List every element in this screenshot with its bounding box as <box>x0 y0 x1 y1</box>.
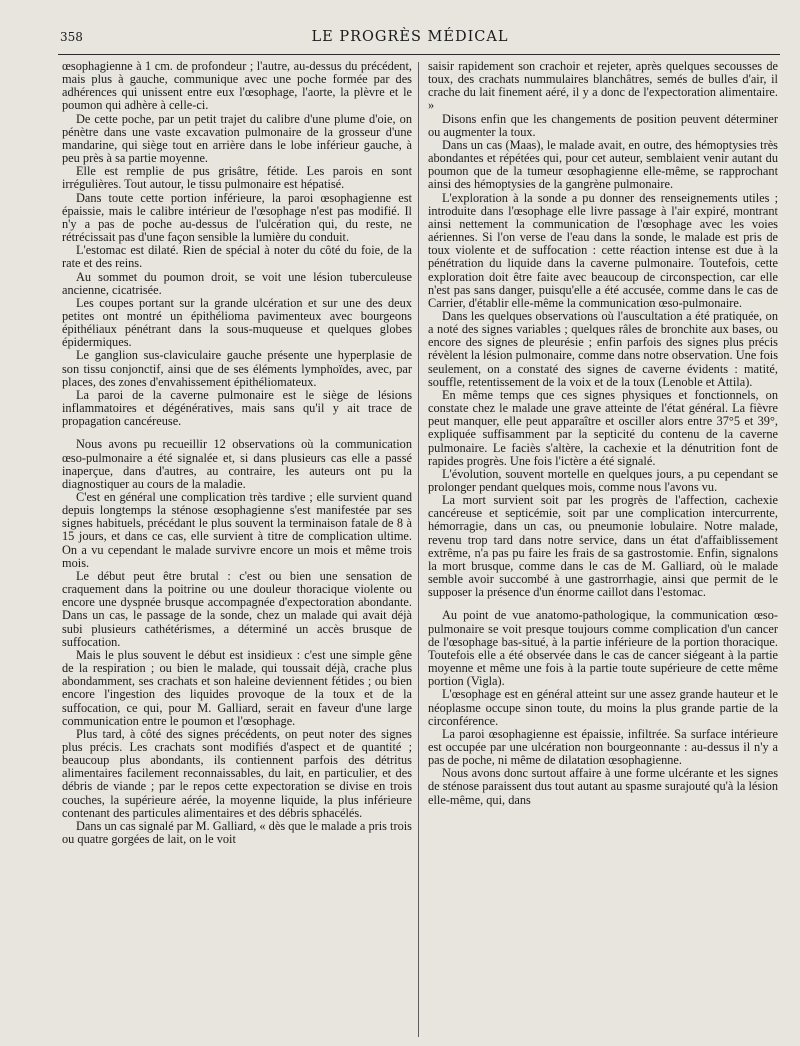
paragraph: Plus tard, à côté des signes précédents, on peut noter des signes plus précis. Les crachats sont modifiés d'aspect et de quantité ; beaucoup plus abondants, ils contiennent parfois des détritus alimentaires facilement reconnaissables, du lait, en particulier, et des débris de viande ; par le repos cette expectoration se divise en trois couches, la supérieure aérée, la moyenne liquide, la plus inférieure contenant des particules alimentaires et des débris sphacélés. <box>62 726 412 820</box>
paragraph: Mais le plus souvent le début est insidieux : c'est une simple gêne de la respiration ; ou bien le malade, qui toussait déjà, crache plus abondamment, ses crachats et son haleine deviennent fétides ; ou bien encore l'ingestion des liquides provoque de la toux et de la suffocation, ce qui, pour M. Galliard, serait en faveur d'une large communication entre le poumon et l'œsophage. <box>62 647 412 728</box>
paragraph: œsophagienne à 1 cm. de profondeur ; l'autre, au-dessus du précédent, mais plus à gauche, communique avec une poche formée par des adhérences qui unissent entre eux l'œsophage, l'aorte, la plèvre et le poumon qui adhère à celle-ci. <box>62 60 412 113</box>
paragraph: L'exploration à la sonde a pu donner des renseignements utiles ; introduite dans l'œsophage elle livre passage à l'air expiré, montrant ainsi nettement la communication de l'œsophage avec les voies aériennes. Si l'on verse de l'eau dans la sonde, le malade est pris de toux violente et de suffocation : cette réaction intense est due à la pénétration du liquide dans la caverne pulmonaire. Toutefois, cette exploration doit être faite avec beaucoup de circonspection, car elle n'est pas sans danger, puisqu'elle a été accusée, comme dans le cas de Carrier, d'établir elle-même la communication œso-pulmonaire. <box>428 190 778 310</box>
paragraph: Au sommet du poumon droit, se voit une lésion tuberculeuse ancienne, cicatrisée. <box>62 269 412 297</box>
paragraph: L'œsophage est en général atteint sur une assez grande hauteur et le néoplasme occupe sinon toute, du moins la plus grande partie de la circonférence. <box>428 687 778 728</box>
paragraph: Nous avons pu recueillir 12 observations où la communication œso-pulmonaire a été signalée et, si dans plusieurs cas elle a passé inaperçue, dans d'autres, au contraire, les auteurs ont pu la diagnostiquer au cours de la maladie. <box>62 437 412 491</box>
column-divider <box>418 62 419 1037</box>
right-column <box>428 60 778 1040</box>
paragraph: L'évolution, souvent mortelle en quelques jours, a pu cependant se prolonger pendant quelques mois, comme nous l'avons vu. <box>428 466 778 494</box>
paragraph: La paroi de la caverne pulmonaire est le siège de lésions inflammatoires et dégénératives, mais sans qu'il y ait trace de propagation cancéreuse. <box>62 387 412 429</box>
paragraph: Dans un cas (Maas), le malade avait, en outre, des hémoptysies très abondantes et répétées qui, pour cet auteur, semblaient venir autant du poumon que de la tumeur œsophagienne elle-même, se rapprochant ainsi des hémoptysies de la gangrène pulmonaire. <box>428 137 778 192</box>
paragraph: Disons enfin que les changements de position peuvent déterminer ou augmenter la toux. <box>428 111 778 139</box>
paragraph: saisir rapidement son crachoir et rejeter, après quelques secousses de toux, des crachats nummulaires blanchâtres, semés de bulles d'air, il crache du lait finement aéré, il y a donc de l'expectoration alimentaire. » <box>428 60 778 113</box>
paragraph: Le ganglion sus-claviculaire gauche présente une hyperplasie de son tissu conjonctif, ainsi que de ses éléments lymphoïdes, avec, par places, des zones d'envahissement épithéliomateux. <box>62 348 412 389</box>
paragraph: La mort survient soit par les progrès de l'affection, cachexie cancéreuse et septicémie, soit par une complication intercurrente, hémorragie, dans un cas, ou pneumonie lobulaire. Notre malade, revenu trop tard dans notre service, dans un état d'affaiblissement extrême, n'a pas pu faire les frais de sa gastrostomie. Enfin, signalons la mort brusque, comme dans le cas de M. Galliard, où le malade semble avoir succombé à une gastrorrhagie, ainsi que permit de le supposer la présence d'un énorme caillot dans l'estomac. <box>428 493 778 600</box>
header-rule <box>58 54 780 55</box>
paragraph: Le début peut être brutal : c'est ou bien une sensation de craquement dans la poitrine ou une douleur thoracique violente ou encore une dyspnée brusque accompagnée d'expectoration abondante. Dans un cas, le passage de la sonde, chez un malade qui avait déjà subi plusieurs cathétérismes, a déterminé un accès brusque de suffocation. <box>62 568 412 649</box>
paragraph: C'est en général une complication très tardive ; elle survient quand depuis longtemps la sténose œsophagienne s'est manifestée par ses signes habituels, précédant le plus souvent la terminaison fatale de 8 à 15 jours, et dans ce cas, elle survient à titre de complication ultime. On a vu cependant le malade survivre encore un mois et même trois mois. <box>62 490 412 570</box>
paragraph: Dans un cas signalé par M. Galliard, « dès que le malade a pris trois ou quatre gorgées de lait, on le voit <box>62 818 412 847</box>
paragraph: En même temps que ces signes physiques et fonctionnels, on constate chez le malade une grave atteinte de l'état général. La fièvre peut manquer, elle peut apparaître et osciller alors entre 37°5 et 39°, expliquée suffisamment par la septicité du contenu de la caverne pulmonaire. Le faciès s'altère, la cachexie et la dénutrition font de rapides progrès. Une fois l'ictère a été signalé. <box>428 387 778 468</box>
left-column <box>62 60 412 1040</box>
paragraph: Nous avons donc surtout affaire à une forme ulcérante et les signes de sténose paraissent dus tout autant au spasme surajouté qu'à la lésion elle-même, qui, dans <box>428 766 778 807</box>
paragraph: De cette poche, par un petit trajet du calibre d'une plume d'oie, on pénètre dans une vaste excavation pulmonaire de la grosseur d'une mandarine, qui siège tout en arrière dans le lobe inférieur gauche, à peu près à sa partie moyenne. <box>62 111 412 166</box>
paragraph: Dans les quelques observations où l'auscultation a été pratiquée, on a noté des signes variables ; quelques râles de bronchite aux bases, ou encore des signes de pleurésie ; enfin parfois des signes plus précis révèlent la lésion pulmonaire, comme dans notre observation. Une fois seulement, on a constaté des signes de caverne évidents : matité, souffle, retentissement de la voix et de la toux (Lenoble et Attila). <box>428 308 778 389</box>
journal-title: LE PROGRÈS MÉDICAL <box>311 29 509 45</box>
paragraph: La paroi œsophagienne est épaissie, infiltrée. Sa surface intérieure est occupée par une ulcération non bourgeonnante : au-dessus il n'y a pas de poche, ni même de dilatation œsophagienne. <box>428 726 778 768</box>
paragraph: Dans toute cette portion inférieure, la paroi œsophagienne est épaissie, mais le calibre intérieur de l'œsophage n'est pas modifié. Il n'y a pas de poche au-dessus de l'ulcération qui, du reste, ne rétrécissait pas d'une façon sensible la lumière du conduit. <box>62 190 412 245</box>
paragraph: L'estomac est dilaté. Rien de spécial à noter du côté du foie, de la rate et des reins. <box>62 243 412 271</box>
page-number: 358 <box>60 30 83 44</box>
paragraph: Les coupes portant sur la grande ulcération et sur une des deux petites ont montré un épithélioma pavimenteux avec bourgeons épithéliaux pénétrant dans la sous-muqueuse et quelques globes épidermiques. <box>62 295 412 350</box>
paragraph: Au point de vue anatomo-pathologique, la communication œso-pulmonaire se voit presque toujours comme complication d'un cancer de l'œsophage bas-situé, à la partie inférieure de la portion thoracique. Toutefois elle a été observée dans le cas de cancer siégeant à la partie moyenne et même une fois à la partie toute supérieure de cette même portion (Vigla). <box>428 608 778 689</box>
paragraph: Elle est remplie de pus grisâtre, fétide. Les parois en sont irrégulières. Tout autour, le tissu pulmonaire est hépatisé. <box>62 164 412 192</box>
page-header <box>60 26 760 48</box>
